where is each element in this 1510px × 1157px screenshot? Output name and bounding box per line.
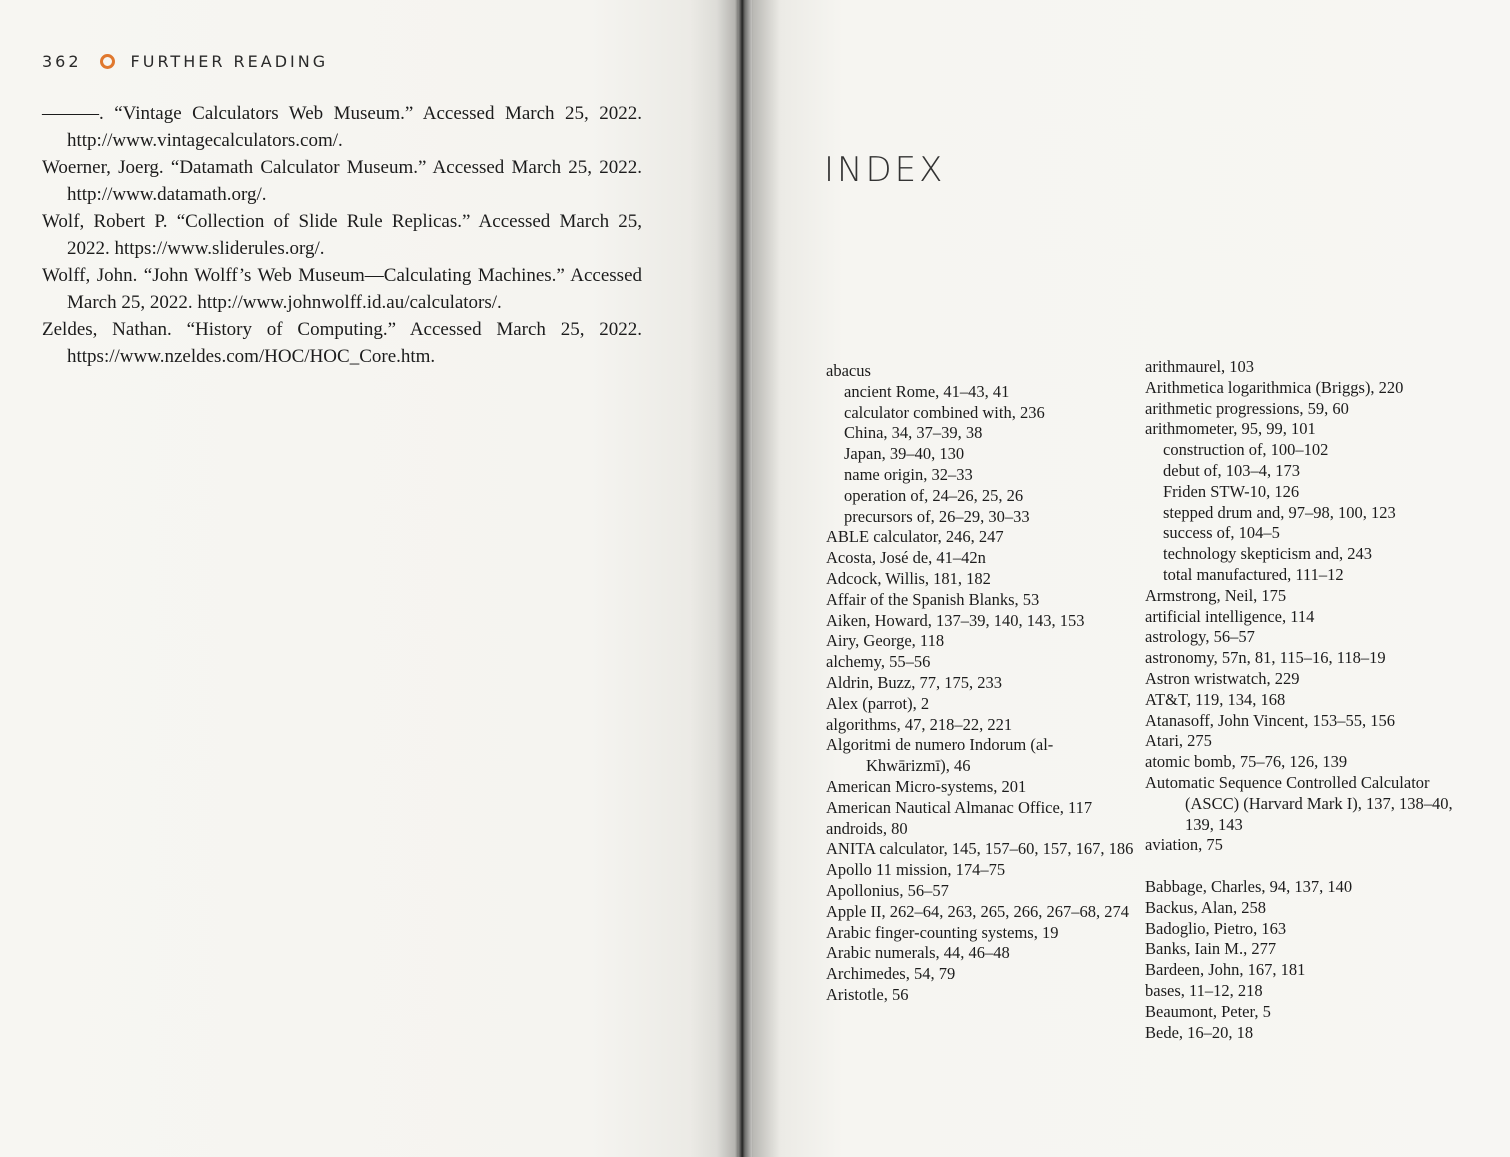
index-entry: Apollo 11 mission, 174–75: [826, 860, 1006, 880]
reference-list: [42, 100, 642, 370]
index-entry: Aldrin, Buzz, 77, 175, 233: [826, 672, 1002, 692]
index-entry: Alex (parrot), 2: [826, 693, 930, 713]
index-entry: Apple II, 262–64, 263, 265, 266, 267–68, 274: [826, 901, 1129, 921]
index-entry: ABLE calculator, 246, 247: [826, 527, 1004, 547]
index-entry: Adcock, Willis, 181, 182: [826, 568, 991, 588]
reference-entry: Zeldes, Nathan. “History of Computing.” Accessed March 25, 2022. https://www.nzeldes.com/HOC/HOC_Core.htm.: [42, 319, 642, 367]
index-entry: American Nautical Almanac Office, 117: [826, 797, 1093, 817]
index-entry: Banks, Iain M., 277: [1145, 939, 1277, 959]
index-entry: androids, 80: [826, 818, 908, 838]
index-subentry: success of, 104–5: [1163, 523, 1280, 543]
index-entry: Aristotle, 56: [826, 984, 909, 1004]
index-entry: astronomy, 57n, 81, 115–16, 118–19: [1145, 648, 1386, 668]
reference-entry: Wolf, Robert P. “Collection of Slide Rule Replicas.” Accessed March 25, 2022. https://www.sliderules.org/.: [42, 211, 642, 259]
index-subentry: calculator combined with, 236: [844, 402, 1045, 422]
reference-entry: Woerner, Joerg. “Datamath Calculator Museum.” Accessed March 25, 2022. http://www.datamath.org/.: [42, 157, 642, 205]
reference-entry: Wolff, John. “John Wolff’s Web Museum—Calculating Machines.” Accessed March 25, 2022. http://www.johnwolff.id.au/calculators/.: [42, 265, 642, 313]
index-entry: Arithmetica logarithmica (Briggs), 220: [1145, 377, 1404, 397]
index-subentry: precursors of, 26–29, 30–33: [844, 506, 1030, 526]
index-entry: Babbage, Charles, 94, 137, 140: [1145, 876, 1353, 896]
index-subentry: stepped drum and, 97–98, 100, 123: [1163, 502, 1396, 522]
letter-group-gap: [1145, 856, 1445, 877]
index-entry: abacus: [826, 361, 871, 380]
index-entry: Automatic Sequence Controlled Calculator (ASCC) (Harvard Mark I), 137, 138–40, 139, 143: [1145, 772, 1453, 834]
index-entry: Atanasoff, John Vincent, 153–55, 156: [1145, 710, 1395, 730]
index-entry: algorithms, 47, 218–22, 221: [826, 714, 1013, 734]
reference-entry: ———. “Vintage Calculators Web Museum.” Accessed March 25, 2022. http://www.vintagecalculators.com/.: [42, 103, 642, 151]
index-entry: Airy, George, 118: [826, 631, 945, 651]
index-subentry: China, 34, 37–39, 38: [844, 423, 983, 443]
index-entry: Armstrong, Neil, 175: [1145, 585, 1287, 605]
index-entry: arithmaurel, 103: [1145, 357, 1255, 376]
circle-bullet-icon: [100, 54, 115, 69]
index-entry: Affair of the Spanish Blanks, 53: [826, 589, 1040, 609]
index-entry: ANITA calculator, 145, 157–60, 157, 167, 186: [826, 839, 1134, 859]
index-entry: Bede, 16–20, 18: [1145, 1022, 1254, 1042]
index-entry: Bardeen, John, 167, 181: [1145, 960, 1306, 980]
right-page: [752, 0, 1510, 1157]
index-entry: bases, 11–12, 218: [1145, 980, 1263, 1000]
left-page: [0, 0, 738, 1157]
running-head: [42, 52, 328, 71]
page-number: 362: [42, 52, 82, 71]
index-entry: Aiken, Howard, 137–39, 140, 143, 153: [826, 610, 1085, 630]
index-column-1: [826, 361, 1134, 1006]
index-column-2: [1145, 357, 1453, 1043]
index-subentry: operation of, 24–26, 25, 26: [844, 485, 1024, 505]
index-entry: artificial intelligence, 114: [1145, 606, 1315, 626]
index-entry: arithmetic progressions, 59, 60: [1145, 398, 1349, 418]
index-entry: alchemy, 55–56: [826, 652, 931, 672]
index-subentry: Japan, 39–40, 130: [844, 444, 965, 464]
index-entry: AT&T, 119, 134, 168: [1145, 689, 1286, 709]
index-entry: Atari, 275: [1145, 731, 1212, 751]
book-spine-shadow: [690, 0, 780, 1157]
index-title: INDEX: [824, 150, 946, 190]
index-entry: aviation, 75: [1145, 835, 1223, 855]
index-entry: Apollonius, 56–57: [826, 880, 949, 900]
index-entry: Arabic finger-counting systems, 19: [826, 922, 1059, 942]
index-entry: astrology, 56–57: [1145, 627, 1255, 647]
index-subentry: Friden STW-10, 126: [1163, 481, 1300, 501]
index-entry: Archimedes, 54, 79: [826, 964, 956, 984]
index-entry: Beaumont, Peter, 5: [1145, 1001, 1271, 1021]
index-entry: Badoglio, Pietro, 163: [1145, 918, 1287, 938]
index-subentry: debut of, 103–4, 173: [1163, 460, 1301, 480]
index-subentry: ancient Rome, 41–43, 41: [844, 381, 1010, 401]
index-entry: Astron wristwatch, 229: [1145, 668, 1300, 688]
running-head-title: FURTHER READING: [130, 52, 329, 71]
index-entry: Backus, Alan, 258: [1145, 897, 1266, 917]
index-entry: Acosta, José de, 41–42n: [826, 548, 986, 568]
index-entry: American Micro-systems, 201: [826, 776, 1027, 796]
index-subentry: construction of, 100–102: [1163, 440, 1329, 460]
index-entry: Algoritmi de numero Indorum (al-Khwārizmī), 46: [826, 735, 1054, 776]
index-entry: Arabic numerals, 44, 46–48: [826, 943, 1010, 963]
index-entry: atomic bomb, 75–76, 126, 139: [1145, 752, 1348, 772]
index-subentry: name origin, 32–33: [844, 464, 973, 484]
index-subentry: technology skepticism and, 243: [1163, 544, 1372, 564]
index-entry: arithmometer, 95, 99, 101: [1145, 419, 1316, 439]
index-subentry: total manufactured, 111–12: [1163, 564, 1344, 584]
